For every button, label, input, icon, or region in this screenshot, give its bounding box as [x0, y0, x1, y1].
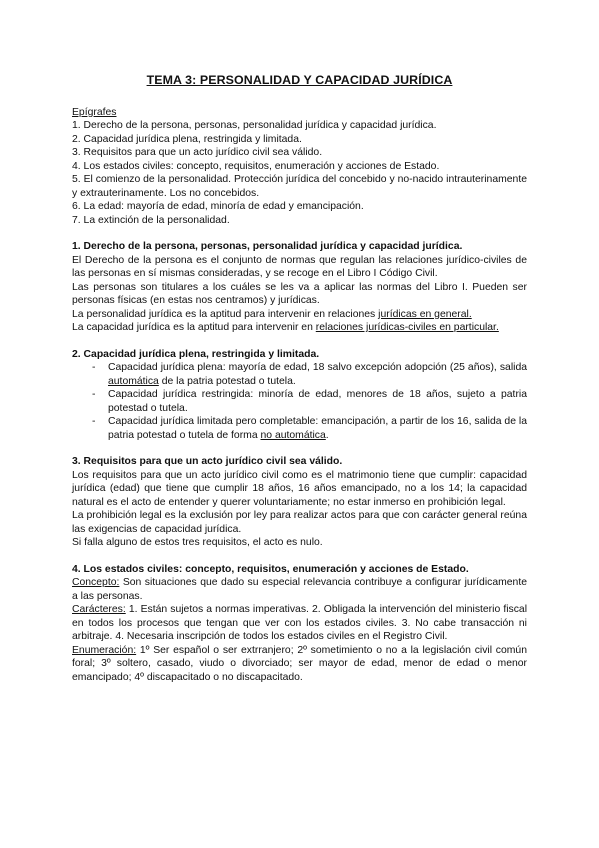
epigrafes-heading: Epígrafes — [72, 106, 117, 118]
paragraph: La prohibición legal es la exclusión por ley para realizar actos para que con carácter general reúna las exigencias de capacidad jurídica. — [72, 510, 527, 535]
paragraph — [72, 321, 527, 335]
list-item — [92, 361, 527, 388]
text-run: . — [325, 429, 329, 441]
text-run: de la patria potestad o tutela. — [158, 375, 296, 387]
list-item: - Capacidad jurídica restringida: minoría de edad, menores de 18 años, sujeto a patria potestad o tutela. — [92, 388, 527, 415]
paragraph — [72, 576, 527, 603]
enumeracion-label: Enumeración: — [72, 644, 137, 656]
dash-list — [72, 361, 527, 442]
underlined-text: jurídicas en general. — [378, 308, 472, 320]
paragraph — [72, 308, 527, 322]
document-title: TEMA 3: PERSONALIDAD Y CAPACIDAD JURÍDICA — [146, 73, 453, 87]
paragraph: Los requisitos para que un acto jurídico civil como es el matrimonio tiene que cumplir: capacidad jurídica (edad) que tiene que cumplir 18 años, 16 años emancipado, no a los 14; la capacidad natural es el acto de entender y querer voluntariamente; no estar inmerso en prohibición legal. — [72, 469, 527, 508]
section-2 — [72, 348, 527, 443]
section-4 — [72, 563, 527, 685]
text-run: La personalidad jurídica es la aptitud para intervenir en relaciones — [72, 308, 379, 320]
underlined-text: automática — [108, 375, 159, 387]
section-heading: 2. Capacidad jurídica plena, restringida y limitada. — [72, 348, 320, 360]
section-heading: 1. Derecho de la persona, personas, personalidad jurídica y capacidad jurídica. — [72, 241, 463, 252]
epigrafe-item: 7. La extinción de la personalidad. — [72, 214, 230, 226]
epigrafe-item: 5. El comienzo de la personalidad. Protección jurídica del concebido y no-nacido intrauterinamente y extrauterinamente. Los no concebidos. — [72, 174, 527, 199]
section-heading: 4. Los estados civiles: concepto, requisitos, enumeración y acciones de Estado. — [72, 563, 469, 575]
paragraph — [72, 603, 527, 644]
epigrafes-section — [72, 106, 527, 228]
epigrafe-item: 6. La edad: mayoría de edad, minoría de edad y emancipación. — [72, 201, 364, 212]
epigrafe-item: 1. Derecho de la persona, personas, personalidad jurídica y capacidad jurídica. — [72, 120, 437, 131]
epigrafe-item: 4. Los estados civiles: concepto, requisitos, enumeración y acciones de Estado. — [72, 160, 440, 172]
underlined-text: relaciones jurídicas-civiles en particular. — [315, 322, 499, 333]
paragraph: Las personas son titulares a los cuáles se les va a aplicar las normas del Libro I. Pueden ser personas físicas (en estas nos centramos) y jurídicas. — [72, 281, 527, 306]
epigrafe-item: 2. Capacidad jurídica plena, restringida y limitada. — [72, 133, 302, 145]
text-run: Capacidad jurídica limitada pero completable: emancipación, a partir de los 16, salida de la patria potestad o tutela de forma — [108, 416, 527, 441]
paragraph: Si falla alguno de estos tres requisitos, el acto es nulo. — [72, 537, 323, 548]
text-run: Son situaciones que dado su especial relevancia contribuye a configurar jurídicamente a las personas. — [72, 577, 527, 602]
text-run: La capacidad jurídica es la aptitud para intervenir en — [72, 322, 316, 333]
list-item — [92, 415, 527, 442]
section-3 — [72, 455, 527, 550]
concepto-label: Concepto: — [72, 577, 120, 588]
text-run: 1º Ser español o ser extrranjero; 2º sometimiento o no a la legislación civil común foral; 3º soltero, casado, viudo o divorciado; ser mayor de edad, menor de edad o menor emancipado; 4º discapacitado o no discapacitado. — [72, 644, 527, 683]
underlined-text: no automática — [260, 429, 326, 441]
section-heading: 3. Requisitos para que un acto jurídico civil sea válido. — [72, 456, 343, 467]
text-run: 1. Están sujetos a normas imperativas. 2. Obligada la intervención del ministerio fiscal en todos los procesos que tengan que ver con los estados civiles. 3. No cabe transacción ni arbitraje. 4. Necesaria inscripción de todos los estados civiles en el Registro Civil. — [72, 604, 527, 642]
text-run: Capacidad jurídica plena: mayoría de edad, 18 salvo excepción adopción (25 años), salida — [108, 362, 527, 373]
paragraph — [72, 644, 527, 685]
section-1 — [72, 240, 527, 335]
epigrafe-item: 3. Requisitos para que un acto jurídico civil sea válido. — [72, 147, 323, 158]
paragraph: El Derecho de la persona es el conjunto de normas que regulan las relaciones jurídico-civiles de las personas en sí mismas consideradas, y se recoge en el Libro I Código Civil. — [72, 254, 527, 279]
caracteres-label: Carácteres: — [72, 604, 126, 615]
